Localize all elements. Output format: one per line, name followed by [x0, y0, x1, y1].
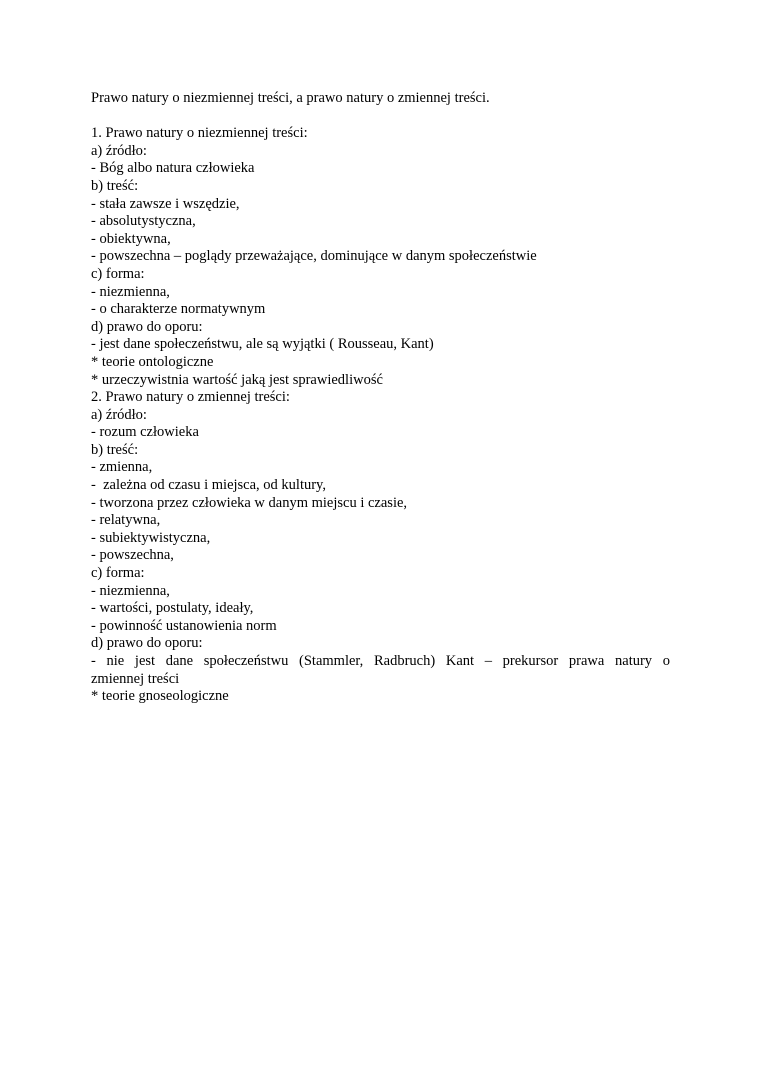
section-1-source-item: - Bóg albo natura człowieka: [91, 160, 255, 177]
section-1-heading: 1. Prawo natury o niezmiennej treści:: [91, 125, 308, 142]
section-2-content-item: - tworzona przez człowieka w danym miejscu i czasie,: [91, 494, 408, 511]
section-2-form-item: - niezmienna,: [91, 582, 170, 599]
section-1-resistance-item: * urzeczywistnia wartość jaką jest sprawiedliwość: [91, 371, 383, 388]
section-2-content-item: - subiektywistyczna,: [91, 529, 211, 546]
section-1-form-label: c) forma:: [91, 265, 145, 282]
section-1-form-item: - niezmienna,: [91, 283, 170, 300]
section-2-resistance-label: d) prawo do oporu:: [91, 635, 203, 652]
section-2-content-item: - powszechna,: [91, 547, 174, 564]
section-1-content-item: - powszechna – poglądy przeważające, dominujące w danym społeczeństwie: [91, 248, 537, 265]
section-2-content-item: - relatywna,: [91, 512, 161, 529]
section-2-resistance-item: * teorie gnoseologiczne: [91, 688, 229, 705]
section-2-form-item: - powinność ustanowienia norm: [91, 617, 277, 634]
section-2-content-label: b) treść:: [91, 441, 139, 458]
section-1-content-item: - stała zawsze i wszędzie,: [91, 195, 240, 212]
section-1-content-item: - obiektywna,: [91, 230, 171, 247]
section-1-resistance-item: * teorie ontologiczne: [91, 353, 214, 370]
section-1-resistance-item: - jest dane społeczeństwu, ale są wyjątki ( Rousseau, Kant): [91, 336, 434, 353]
section-1-content-label: b) treść:: [91, 177, 139, 194]
section-2-resistance-paragraph-line-1: - nie jest dane społeczeństwu (Stammler, Radbruch) Kant – prekursor prawa natury o: [91, 653, 670, 669]
section-2-resistance-paragraph-line-2: zmiennej treści: [91, 670, 180, 687]
section-1-resistance-label: d) prawo do oporu:: [91, 318, 203, 335]
section-2-source-item: - rozum człowieka: [91, 424, 199, 441]
section-1-form-item: - o charakterze normatywnym: [91, 301, 266, 318]
blank-line: [91, 108, 670, 126]
section-1-source-label: a) źródło:: [91, 142, 147, 159]
section-2-content-item: - zależna od czasu i miejsca, od kultury,: [91, 477, 326, 494]
section-1-content-item: - absolutystyczna,: [91, 213, 196, 230]
section-2-form-label: c) forma:: [91, 565, 145, 582]
document-title: Prawo natury o niezmiennej treści, a prawo natury o zmiennej treści.: [91, 90, 490, 106]
document-body: [91, 90, 670, 706]
section-2-heading: 2. Prawo natury o zmiennej treści:: [91, 389, 290, 406]
section-2-source-label: a) źródło:: [91, 406, 147, 423]
section-2-form-item: - wartości, postulaty, ideały,: [91, 600, 254, 617]
section-2-content-item: - zmienna,: [91, 459, 153, 476]
